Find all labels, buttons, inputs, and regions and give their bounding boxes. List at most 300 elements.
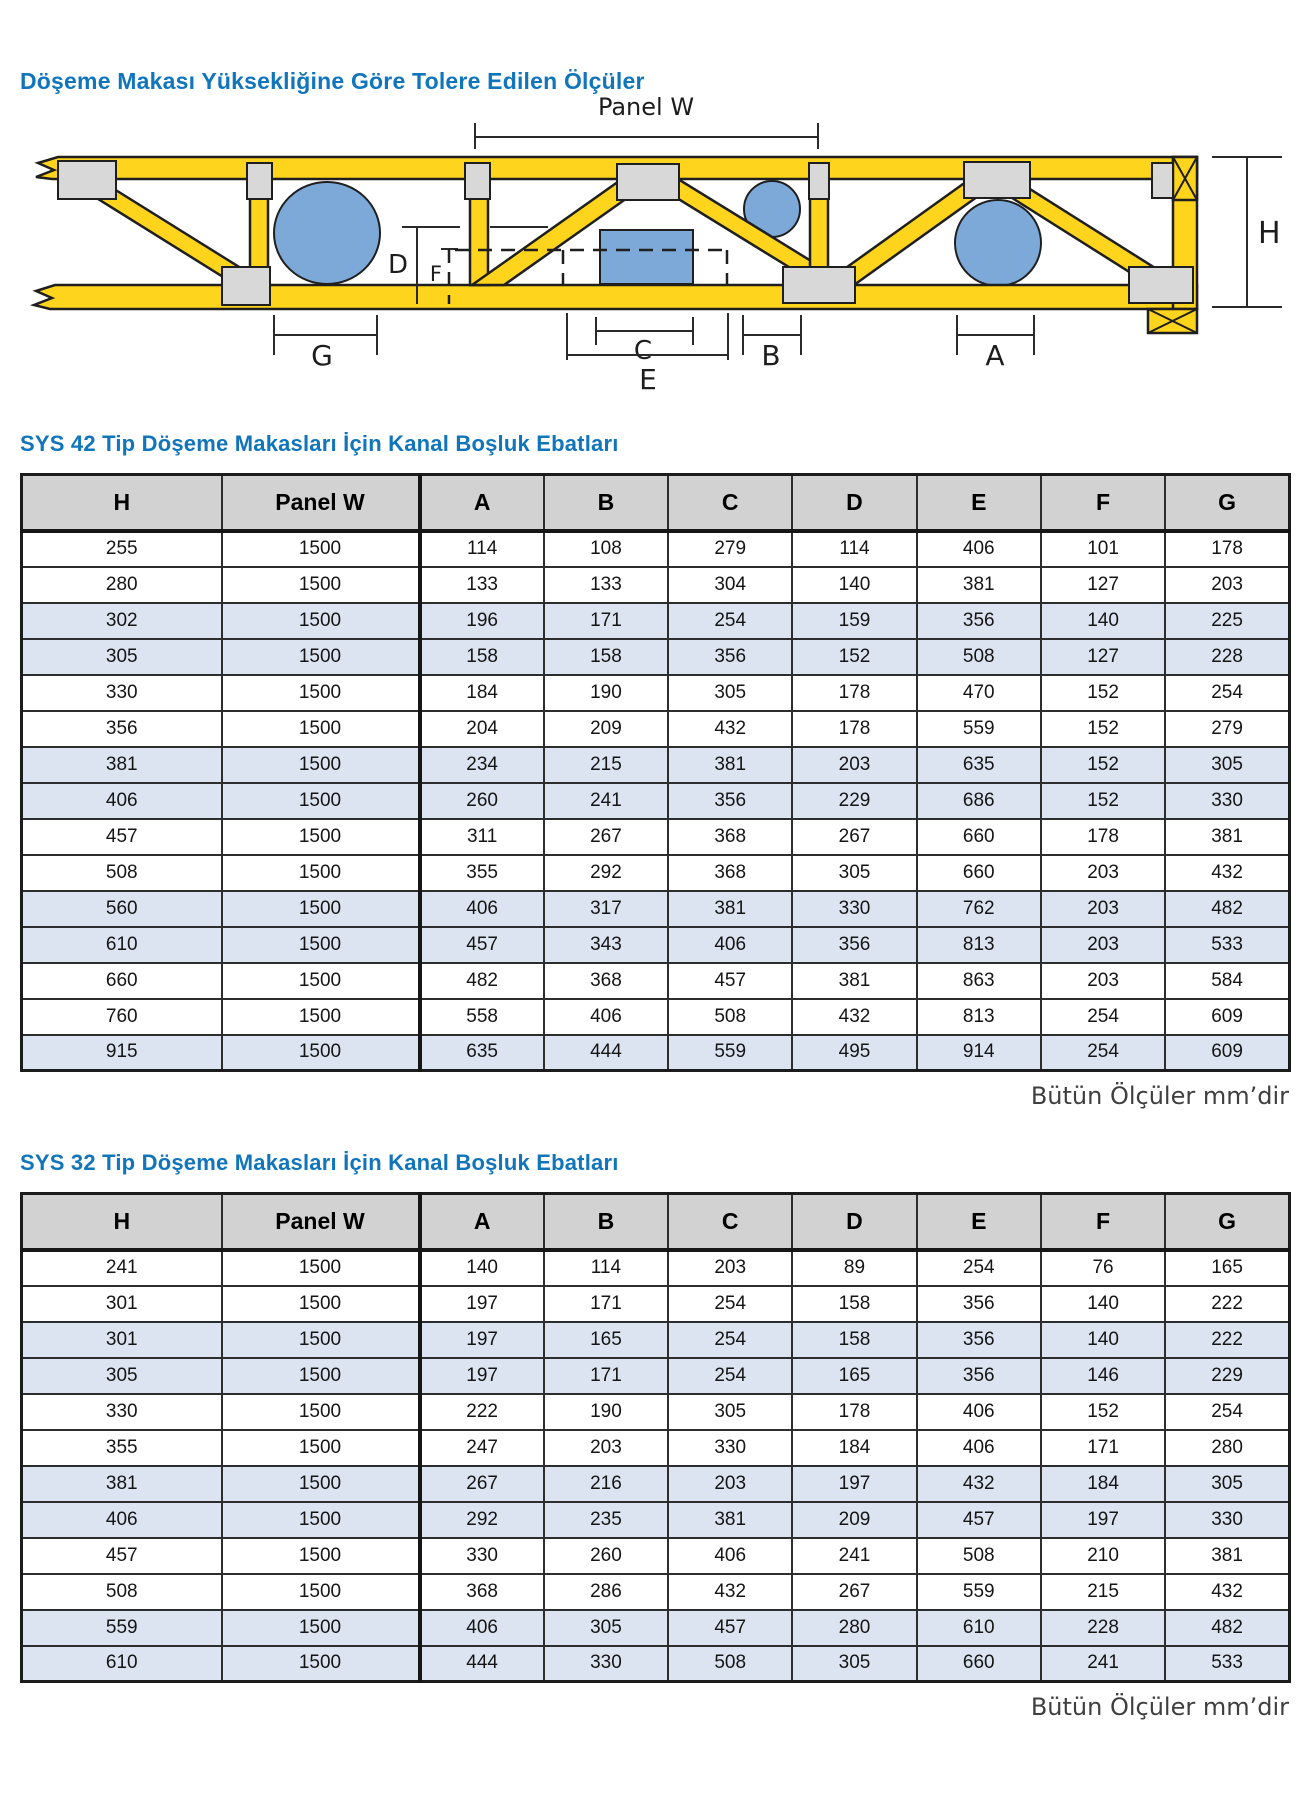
- table-cell: 203: [668, 1250, 792, 1286]
- dim-label-e: E: [639, 363, 657, 396]
- table-cell: 406: [420, 891, 544, 927]
- sys42-section: [20, 431, 1291, 1110]
- table-cell: 660: [917, 1646, 1041, 1682]
- table-cell: 457: [22, 819, 222, 855]
- table-cell: 140: [420, 1250, 544, 1286]
- table-cell: 197: [420, 1322, 544, 1358]
- table-cell: 133: [420, 567, 544, 603]
- table-cell: 355: [420, 855, 544, 891]
- table-cell: 356: [668, 639, 792, 675]
- dim-label-panel-w: Panel W: [597, 97, 695, 121]
- table-cell: 1500: [222, 999, 420, 1035]
- table-cell: 482: [1165, 1610, 1289, 1646]
- connector-plate: [1129, 267, 1193, 303]
- table-row: [22, 1538, 1290, 1574]
- table-cell: 330: [22, 675, 222, 711]
- table-cell: 406: [668, 1538, 792, 1574]
- table-cell: 760: [22, 999, 222, 1035]
- table-cell: 204: [420, 711, 544, 747]
- table-row: [22, 1035, 1290, 1071]
- header-row: [22, 475, 1290, 531]
- table-cell: 508: [22, 855, 222, 891]
- column-header: G: [1165, 475, 1289, 531]
- table-cell: 1500: [222, 603, 420, 639]
- table-cell: 178: [792, 1394, 916, 1430]
- table-cell: 330: [1165, 1502, 1289, 1538]
- table-cell: 432: [1165, 1574, 1289, 1610]
- table-cell: 210: [1041, 1538, 1165, 1574]
- table-cell: 222: [420, 1394, 544, 1430]
- table-cell: 267: [420, 1466, 544, 1502]
- table-cell: 196: [420, 603, 544, 639]
- table-cell: 247: [420, 1430, 544, 1466]
- column-header: B: [544, 475, 668, 531]
- table-cell: 178: [1165, 531, 1289, 567]
- table-cell: 229: [792, 783, 916, 819]
- table-cell: 114: [420, 531, 544, 567]
- connector-plate: [783, 267, 855, 303]
- table-cell: 305: [22, 1358, 222, 1394]
- table-cell: 610: [22, 1646, 222, 1682]
- table-cell: 108: [544, 531, 668, 567]
- table-cell: 1500: [222, 567, 420, 603]
- table-cell: 381: [22, 1466, 222, 1502]
- dim-label-d: D: [387, 250, 408, 280]
- column-header: F: [1041, 1194, 1165, 1250]
- table-row: [22, 1574, 1290, 1610]
- table-cell: 406: [544, 999, 668, 1035]
- bottom-dimensions: [274, 313, 1034, 396]
- table-cell: 356: [917, 1286, 1041, 1322]
- table-cell: 609: [1165, 999, 1289, 1035]
- table-cell: 432: [668, 1574, 792, 1610]
- table-cell: 1500: [222, 1430, 420, 1466]
- table-cell: 482: [420, 963, 544, 999]
- table-cell: 381: [668, 747, 792, 783]
- table-cell: 381: [668, 891, 792, 927]
- table-cell: 203: [1041, 891, 1165, 927]
- duct-rect-opening: [600, 230, 693, 284]
- end-block-top: [1173, 157, 1197, 200]
- table-cell: 559: [668, 1035, 792, 1071]
- table-cell: 178: [1041, 819, 1165, 855]
- table-row: [22, 639, 1290, 675]
- table-cell: 197: [420, 1358, 544, 1394]
- table-cell: 432: [1165, 855, 1289, 891]
- table-cell: 267: [792, 1574, 916, 1610]
- table-cell: 1500: [222, 1466, 420, 1502]
- table-cell: 508: [22, 1574, 222, 1610]
- table-cell: 101: [1041, 531, 1165, 567]
- table-cell: 432: [792, 999, 916, 1035]
- table-cell: 152: [1041, 1394, 1165, 1430]
- table-cell: 305: [792, 1646, 916, 1682]
- column-header: E: [917, 1194, 1041, 1250]
- table-cell: 1500: [222, 963, 420, 999]
- column-header: E: [917, 475, 1041, 531]
- table-cell: 508: [668, 1646, 792, 1682]
- table-cell: 1500: [222, 711, 420, 747]
- table-cell: 457: [668, 1610, 792, 1646]
- table-cell: 330: [22, 1394, 222, 1430]
- table-cell: 305: [1165, 747, 1289, 783]
- table-cell: 260: [544, 1538, 668, 1574]
- table-cell: 184: [420, 675, 544, 711]
- table-cell: 203: [544, 1430, 668, 1466]
- table-cell: 203: [1041, 927, 1165, 963]
- table-cell: 171: [544, 1358, 668, 1394]
- table-cell: 559: [917, 1574, 1041, 1610]
- table-cell: 203: [792, 747, 916, 783]
- table-cell: 356: [917, 603, 1041, 639]
- table-cell: 343: [544, 927, 668, 963]
- table-cell: 197: [1041, 1502, 1165, 1538]
- table-cell: 140: [1041, 603, 1165, 639]
- table-cell: 457: [668, 963, 792, 999]
- table-cell: 305: [1165, 1466, 1289, 1502]
- table-cell: 235: [544, 1502, 668, 1538]
- table-cell: 89: [792, 1250, 916, 1286]
- table-cell: 1500: [222, 1646, 420, 1682]
- column-header: D: [792, 1194, 916, 1250]
- table-cell: 381: [668, 1502, 792, 1538]
- table-row: [22, 1502, 1290, 1538]
- connector-plate: [1152, 163, 1173, 198]
- table-row: [22, 1322, 1290, 1358]
- table-cell: 140: [1041, 1322, 1165, 1358]
- connector-plate: [58, 161, 116, 199]
- table-row: [22, 1358, 1290, 1394]
- table-cell: 457: [917, 1502, 1041, 1538]
- table-cell: 381: [917, 567, 1041, 603]
- sys32-heading: SYS 32 Tip Döşeme Makasları İçin Kanal Boşluk Ebatları: [20, 1150, 619, 1175]
- column-header: H: [22, 1194, 222, 1250]
- table-cell: 254: [668, 1358, 792, 1394]
- table-cell: 209: [792, 1502, 916, 1538]
- table-cell: 368: [668, 855, 792, 891]
- table-cell: 159: [792, 603, 916, 639]
- table-cell: 254: [1041, 999, 1165, 1035]
- table-cell: 609: [1165, 1035, 1289, 1071]
- table-cell: 560: [22, 891, 222, 927]
- column-header: B: [544, 1194, 668, 1250]
- table-cell: 292: [420, 1502, 544, 1538]
- table-cell: 279: [668, 531, 792, 567]
- table-cell: 457: [420, 927, 544, 963]
- table-cell: 140: [792, 567, 916, 603]
- table-cell: 184: [792, 1430, 916, 1466]
- table-cell: 368: [544, 963, 668, 999]
- table-cell: 330: [420, 1538, 544, 1574]
- sys32-section: [20, 1150, 1291, 1721]
- sys42-heading: SYS 42 Tip Döşeme Makasları İçin Kanal Boşluk Ebatları: [20, 431, 619, 456]
- table-row: [22, 1286, 1290, 1322]
- table-cell: 813: [917, 927, 1041, 963]
- table-cell: 406: [668, 927, 792, 963]
- table-cell: 330: [792, 891, 916, 927]
- table-row: [22, 675, 1290, 711]
- panel-w-dimension: [475, 97, 818, 149]
- table-row: [22, 819, 1290, 855]
- table-cell: 254: [668, 1322, 792, 1358]
- table-cell: 305: [544, 1610, 668, 1646]
- table-cell: 444: [420, 1646, 544, 1682]
- table-cell: 114: [792, 531, 916, 567]
- table-cell: 482: [1165, 891, 1289, 927]
- table-cell: 1500: [222, 1394, 420, 1430]
- table-cell: 1500: [222, 855, 420, 891]
- table-row: [22, 567, 1290, 603]
- table-cell: 863: [917, 963, 1041, 999]
- table-cell: 1500: [222, 1502, 420, 1538]
- table-cell: 158: [792, 1322, 916, 1358]
- table-cell: 234: [420, 747, 544, 783]
- table-cell: 241: [544, 783, 668, 819]
- h-dimension: [1212, 157, 1282, 307]
- dim-label-a: A: [985, 339, 1005, 372]
- table-cell: 152: [792, 639, 916, 675]
- table-cell: 356: [668, 783, 792, 819]
- table-cell: 203: [1041, 963, 1165, 999]
- duct-circle-opening: [274, 182, 380, 284]
- table-cell: 1500: [222, 891, 420, 927]
- table-cell: 406: [917, 531, 1041, 567]
- table-cell: 140: [1041, 1286, 1165, 1322]
- b-dimension: [743, 315, 801, 372]
- connector-plate: [465, 163, 490, 199]
- table-row: [22, 855, 1290, 891]
- header-row: [22, 1194, 1290, 1250]
- table-cell: 356: [917, 1322, 1041, 1358]
- table-cell: 1500: [222, 927, 420, 963]
- table-cell: 254: [1165, 1394, 1289, 1430]
- column-header: C: [668, 475, 792, 531]
- table-cell: 1500: [222, 1286, 420, 1322]
- units-note: Bütün Ölçüler mm’dir: [1030, 1082, 1289, 1110]
- table-cell: 254: [1165, 675, 1289, 711]
- dim-label-c: C: [633, 336, 653, 366]
- table-cell: 241: [1041, 1646, 1165, 1682]
- table-cell: 508: [917, 1538, 1041, 1574]
- table-cell: 610: [917, 1610, 1041, 1646]
- table-cell: 915: [22, 1035, 222, 1071]
- table-cell: 158: [544, 639, 668, 675]
- sys42-table: [20, 473, 1291, 1072]
- c-dimension: [596, 317, 693, 366]
- table-cell: 203: [1165, 567, 1289, 603]
- table-cell: 165: [1165, 1250, 1289, 1286]
- table-cell: 267: [544, 819, 668, 855]
- table-cell: 533: [1165, 1646, 1289, 1682]
- column-header: G: [1165, 1194, 1289, 1250]
- table-cell: 241: [792, 1538, 916, 1574]
- table-row: [22, 1250, 1290, 1286]
- table-cell: 184: [1041, 1466, 1165, 1502]
- table-cell: 1500: [222, 1035, 420, 1071]
- units-note: Bütün Ölçüler mm’dir: [1030, 1693, 1289, 1721]
- table-cell: 660: [917, 819, 1041, 855]
- table-cell: 432: [917, 1466, 1041, 1502]
- table-row: [22, 747, 1290, 783]
- table-cell: 356: [792, 927, 916, 963]
- table-cell: 381: [792, 963, 916, 999]
- table-cell: 1500: [222, 639, 420, 675]
- table-cell: 133: [544, 567, 668, 603]
- table-cell: 584: [1165, 963, 1289, 999]
- table-cell: 280: [22, 567, 222, 603]
- table-cell: 330: [544, 1646, 668, 1682]
- end-block-bottom: [1148, 309, 1197, 333]
- column-header: Panel W: [222, 475, 420, 531]
- table-cell: 302: [22, 603, 222, 639]
- table-cell: 254: [668, 1286, 792, 1322]
- table-cell: 158: [420, 639, 544, 675]
- table-cell: 305: [792, 855, 916, 891]
- table-cell: 254: [917, 1250, 1041, 1286]
- table-cell: 222: [1165, 1322, 1289, 1358]
- table-cell: 127: [1041, 639, 1165, 675]
- table-row: [22, 891, 1290, 927]
- table-cell: 368: [420, 1574, 544, 1610]
- table-cell: 301: [22, 1286, 222, 1322]
- table-cell: 215: [1041, 1574, 1165, 1610]
- table-cell: 1500: [222, 819, 420, 855]
- table-cell: 228: [1165, 639, 1289, 675]
- table-cell: 178: [792, 675, 916, 711]
- table-cell: 381: [22, 747, 222, 783]
- table-row: [22, 531, 1290, 567]
- table-row: [22, 1466, 1290, 1502]
- table-cell: 301: [22, 1322, 222, 1358]
- column-header: F: [1041, 475, 1165, 531]
- table-cell: 1500: [222, 783, 420, 819]
- a-dimension: [957, 315, 1034, 372]
- table-cell: 292: [544, 855, 668, 891]
- table-cell: 635: [420, 1035, 544, 1071]
- table-row: [22, 927, 1290, 963]
- dim-label-h: H: [1258, 216, 1281, 251]
- table-cell: 190: [544, 675, 668, 711]
- table-cell: 559: [22, 1610, 222, 1646]
- table-cell: 1500: [222, 1538, 420, 1574]
- table-cell: 165: [544, 1322, 668, 1358]
- table-cell: 317: [544, 891, 668, 927]
- table-cell: 330: [668, 1430, 792, 1466]
- dim-label-g: G: [311, 339, 333, 372]
- table-cell: 1500: [222, 747, 420, 783]
- duct-circle-opening: [955, 200, 1041, 286]
- column-header: A: [420, 475, 544, 531]
- table-cell: 152: [1041, 747, 1165, 783]
- connector-plate: [617, 164, 679, 200]
- table-cell: 686: [917, 783, 1041, 819]
- truss-diagram: [0, 97, 1311, 397]
- table-cell: 470: [917, 675, 1041, 711]
- table-cell: 635: [917, 747, 1041, 783]
- connector-plate: [222, 267, 270, 305]
- connector-plate: [964, 162, 1030, 198]
- table-row: [22, 711, 1290, 747]
- connector-plate: [247, 163, 272, 199]
- table-cell: 508: [668, 999, 792, 1035]
- table-cell: 165: [792, 1358, 916, 1394]
- table-row: [22, 1430, 1290, 1466]
- table-row: [22, 1610, 1290, 1646]
- table-row: [22, 603, 1290, 639]
- table-cell: 171: [544, 1286, 668, 1322]
- column-header: D: [792, 475, 916, 531]
- table-cell: 495: [792, 1035, 916, 1071]
- table-cell: 508: [917, 639, 1041, 675]
- table-row: [22, 999, 1290, 1035]
- table-cell: 406: [22, 1502, 222, 1538]
- table-cell: 559: [917, 711, 1041, 747]
- table-cell: 1500: [222, 531, 420, 567]
- table-row: [22, 1646, 1290, 1682]
- column-header: Panel W: [222, 1194, 420, 1250]
- dim-label-f: F: [429, 262, 442, 286]
- table-cell: 914: [917, 1035, 1041, 1071]
- table-cell: 267: [792, 819, 916, 855]
- table-cell: 356: [22, 711, 222, 747]
- table-cell: 76: [1041, 1250, 1165, 1286]
- bottom-chord: [34, 285, 1197, 309]
- table-cell: 1500: [222, 1250, 420, 1286]
- table-cell: 178: [792, 711, 916, 747]
- table-row: [22, 1394, 1290, 1430]
- table-cell: 215: [544, 747, 668, 783]
- table-cell: 254: [1041, 1035, 1165, 1071]
- table-cell: 305: [668, 675, 792, 711]
- table-cell: 660: [22, 963, 222, 999]
- dim-label-b: B: [761, 339, 781, 372]
- table-cell: 171: [1041, 1430, 1165, 1466]
- table-cell: 660: [917, 855, 1041, 891]
- table-cell: 190: [544, 1394, 668, 1430]
- table-cell: 228: [1041, 1610, 1165, 1646]
- table-cell: 203: [668, 1466, 792, 1502]
- table-row: [22, 963, 1290, 999]
- table-cell: 1500: [222, 1574, 420, 1610]
- table-cell: 209: [544, 711, 668, 747]
- column-header: A: [420, 1194, 544, 1250]
- table-cell: 197: [420, 1286, 544, 1322]
- column-header: C: [668, 1194, 792, 1250]
- table-cell: 813: [917, 999, 1041, 1035]
- table-cell: 355: [22, 1430, 222, 1466]
- page-title: Döşeme Makası Yüksekliğine Göre Tolere Edilen Ölçüler: [20, 68, 645, 94]
- table-cell: 304: [668, 567, 792, 603]
- table-cell: 260: [420, 783, 544, 819]
- table-cell: 280: [792, 1610, 916, 1646]
- table-cell: 171: [544, 603, 668, 639]
- e-dimension: [567, 313, 728, 396]
- table-cell: 279: [1165, 711, 1289, 747]
- table-cell: 158: [792, 1286, 916, 1322]
- table-cell: 356: [917, 1358, 1041, 1394]
- table-cell: 610: [22, 927, 222, 963]
- table-cell: 197: [792, 1466, 916, 1502]
- table-cell: 114: [544, 1250, 668, 1286]
- table-cell: 1500: [222, 675, 420, 711]
- table-cell: 406: [917, 1430, 1041, 1466]
- column-header: H: [22, 475, 222, 531]
- table-cell: 216: [544, 1466, 668, 1502]
- table-cell: 152: [1041, 675, 1165, 711]
- table-cell: 254: [668, 603, 792, 639]
- table-cell: 305: [668, 1394, 792, 1430]
- table-cell: 330: [1165, 783, 1289, 819]
